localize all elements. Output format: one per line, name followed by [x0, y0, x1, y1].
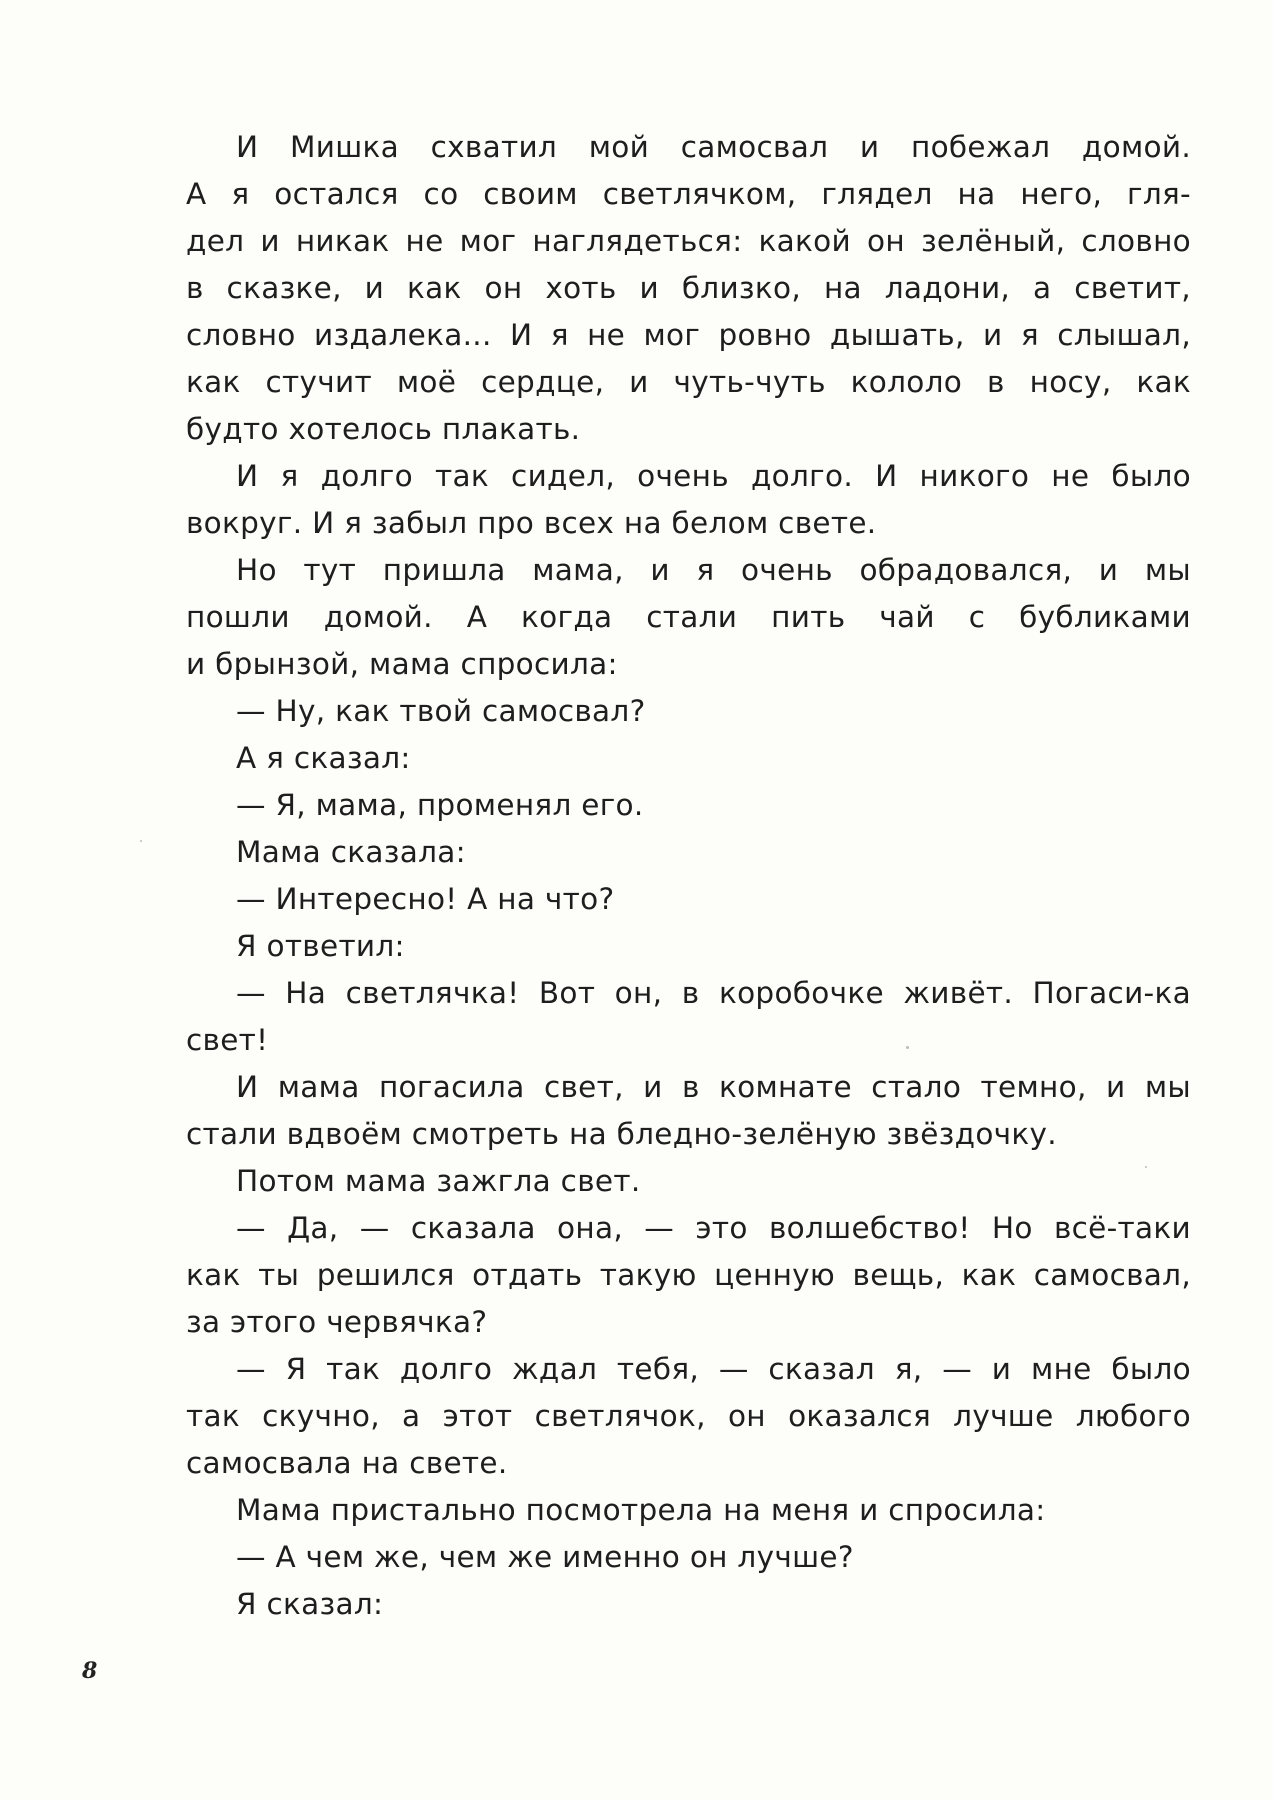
- text-line: как ты решился отдать такую ценную вещь, как самосвал,: [186, 1258, 1191, 1292]
- text-line: Я сказал:: [236, 1587, 384, 1621]
- text-line: Мама пристально посмотрела на меня и спросила:: [236, 1493, 1046, 1527]
- text-line: — Интересно! А на что?: [236, 882, 615, 916]
- text-line: и брынзой, мама спросила:: [186, 647, 618, 681]
- text-line: словно издалека... И я не мог ровно дышать, и я слышал,: [186, 318, 1191, 352]
- text-line: за этого червячка?: [186, 1305, 488, 1339]
- text-line: стали вдвоём смотреть на бледно-зелёную звёздочку.: [186, 1117, 1057, 1151]
- text-line: — Я так долго ждал тебя, — сказал я, — и мне было: [236, 1352, 1191, 1386]
- page-number: 8: [82, 1658, 98, 1684]
- text-line: — На светлячка! Вот он, в коробочке живёт. Погаси-ка: [236, 976, 1191, 1010]
- text-line: А я сказал:: [236, 741, 411, 775]
- text-line: А я остался со своим светлячком, глядел на него, гля-: [186, 177, 1191, 211]
- text-line: Но тут пришла мама, и я очень обрадовался, и мы: [236, 553, 1191, 587]
- text-line: Потом мама зажгла свет.: [236, 1164, 641, 1198]
- text-line: Мама сказала:: [236, 835, 466, 869]
- text-line: вокруг. И я забыл про всех на белом свете.: [186, 506, 877, 540]
- text-line: И мама погасила свет, и в комнате стало темно, и мы: [236, 1070, 1191, 1104]
- paper-speck: [906, 1046, 909, 1049]
- text-line: дел и никак не мог наглядеться: какой он зелёный, словно: [186, 224, 1191, 258]
- paper-speck: [1145, 1166, 1147, 1168]
- text-line: в сказке, и как он хоть и близко, на ладони, а светит,: [186, 271, 1191, 305]
- text-line: И я долго так сидел, очень долго. И никого не было: [236, 459, 1191, 493]
- text-line: — Да, — сказала она, — это волшебство! Но всё-таки: [236, 1211, 1191, 1245]
- text-line: Я ответил:: [236, 929, 405, 963]
- text-line: — Я, мама, променял его.: [236, 788, 644, 822]
- text-line: И Мишка схватил мой самосвал и побежал домой.: [236, 130, 1191, 164]
- text-line: — Ну, как твой самосвал?: [236, 694, 646, 728]
- paper-speck: [140, 840, 142, 842]
- text-line: будто хотелось плакать.: [186, 412, 581, 446]
- page-text: [186, 124, 1191, 1628]
- text-line: пошли домой. А когда стали пить чай с бубликами: [186, 600, 1191, 634]
- text-line: свет!: [186, 1023, 269, 1057]
- text-line: так скучно, а этот светлячок, он оказался лучше любого: [186, 1399, 1191, 1433]
- text-line: самосвала на свете.: [186, 1446, 508, 1480]
- text-line: как стучит моё сердце, и чуть-чуть кололо в носу, как: [186, 365, 1191, 399]
- text-line: — А чем же, чем же именно он лучше?: [236, 1540, 854, 1574]
